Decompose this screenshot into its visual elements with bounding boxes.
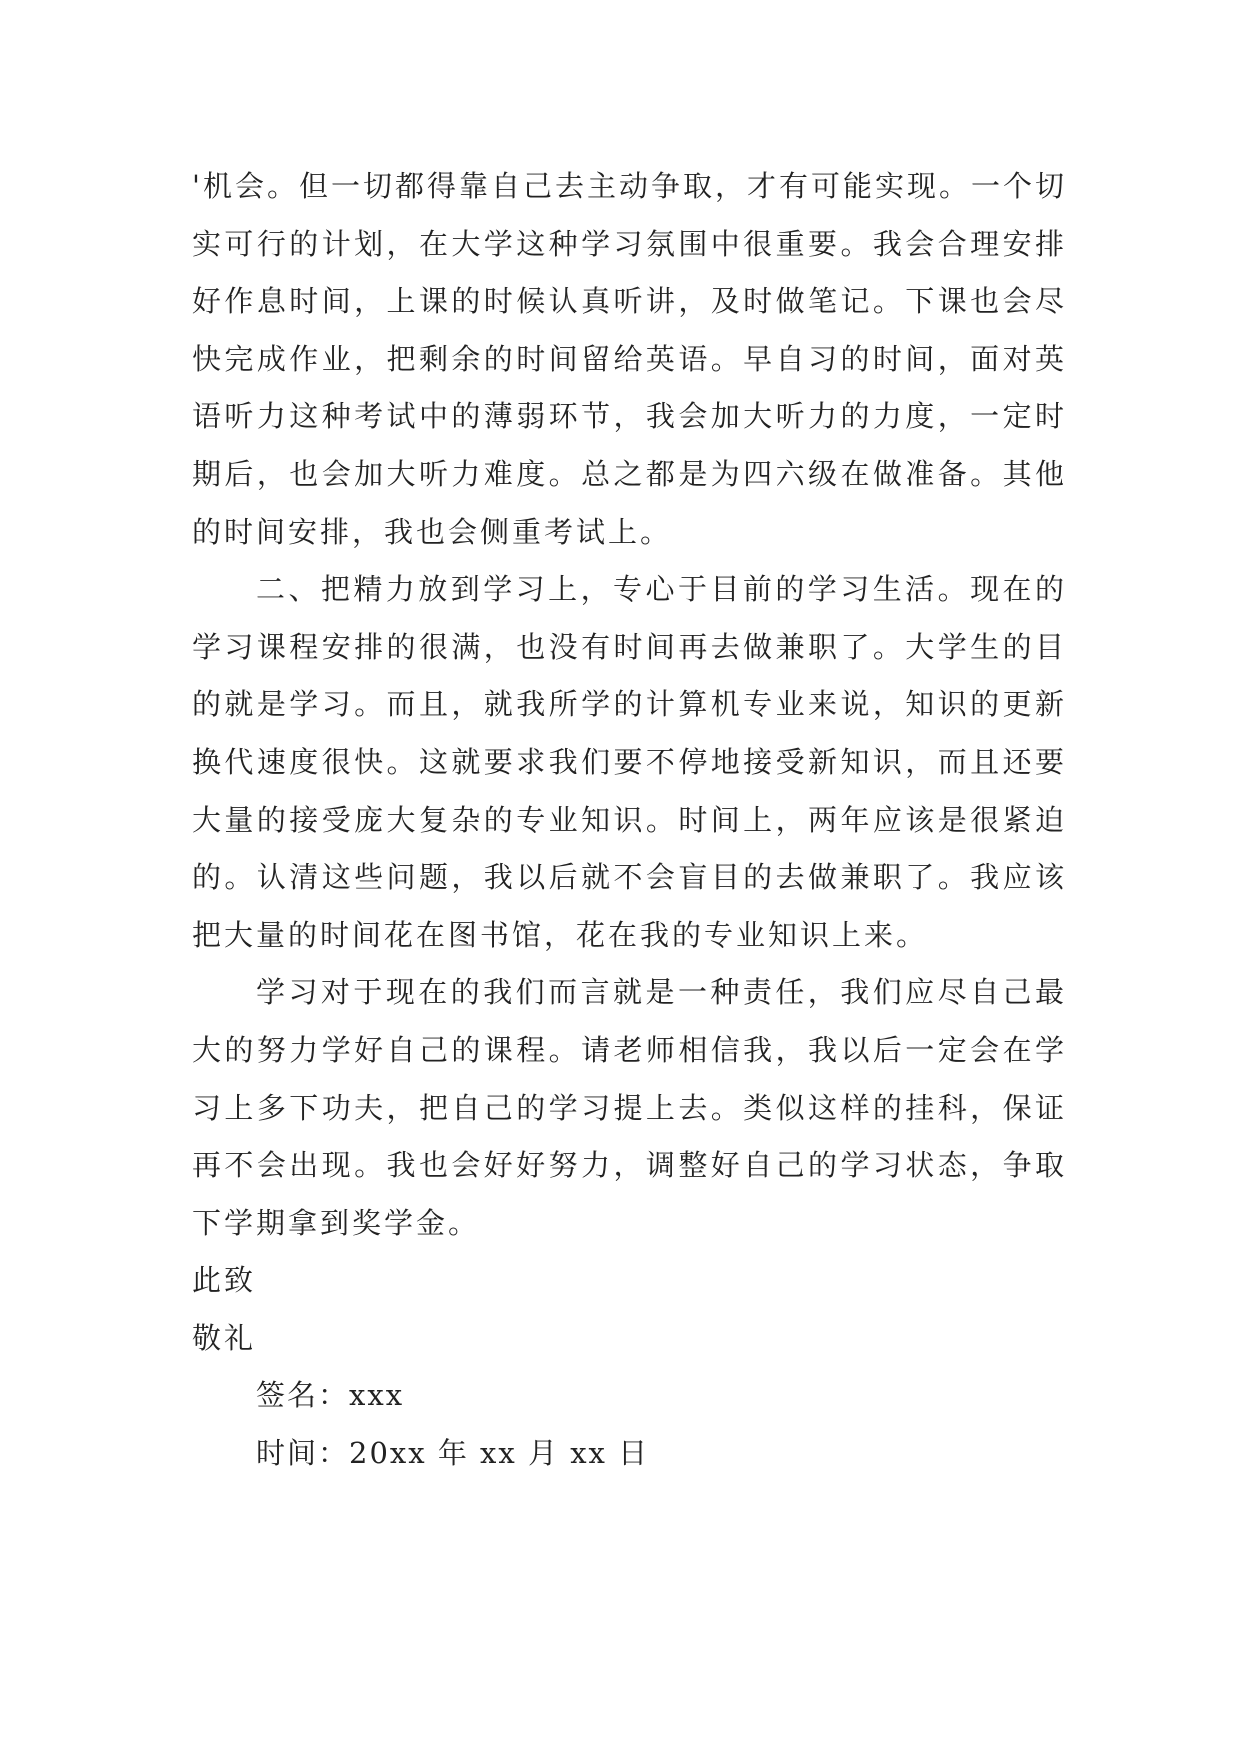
closing-salutation: 此致 (192, 1263, 257, 1298)
paragraph-responsibility: 学习对于现在的我们而言就是一种责任，我们应尽自己最大的努力学好自己的课程。请老师相信我，我以后一定会在学习上多下功夫，把自己的学习提上去。类似这样的挂科，保证再不会出现。我也会好好努力，调整好自己的学习状态，争取下学期拿到奖学金。 (192, 975, 1067, 1240)
closing-regards: 敬礼 (192, 1320, 257, 1355)
date-line: 时间：20xx 年 xx 月 xx 日 (256, 1436, 650, 1471)
paragraph-focus-study: 二、把精力放到学习上，专心于目前的学习生活。现在的学习课程安排的很满，也没有时间再去做兼职了。大学生的目的就是学习。而且，就我所学的计算机专业来说，知识的更新换代速度很快。这就要求我们要不停地接受新知识，而且还要大量的接受庞大复杂的专业知识。时间上，两年应该是很紧迫的。认清这些问题，我以后就不会盲目的去做兼职了。我应该把大量的时间花在图书馆，花在我的专业知识上来。 (192, 572, 1067, 952)
letter-body (192, 158, 1067, 1483)
signature-line: 签名：xxx (256, 1378, 405, 1413)
paragraph-plan: '机会。但一切都得靠自己去主动争取，才有可能实现。一个切实可行的计划，在大学这种学习氛围中很重要。我会合理安排好作息时间，上课的时候认真听讲，及时做笔记。下课也会尽快完成作业，把剩余的时间留给英语。早自习的时间，面对英语听力这种考试中的薄弱环节，我会加大听力的力度，一定时期后，也会加大听力难度。总之都是为四六级在做准备。其他的时间安排，我也会侧重考试上。 (192, 169, 1067, 549)
